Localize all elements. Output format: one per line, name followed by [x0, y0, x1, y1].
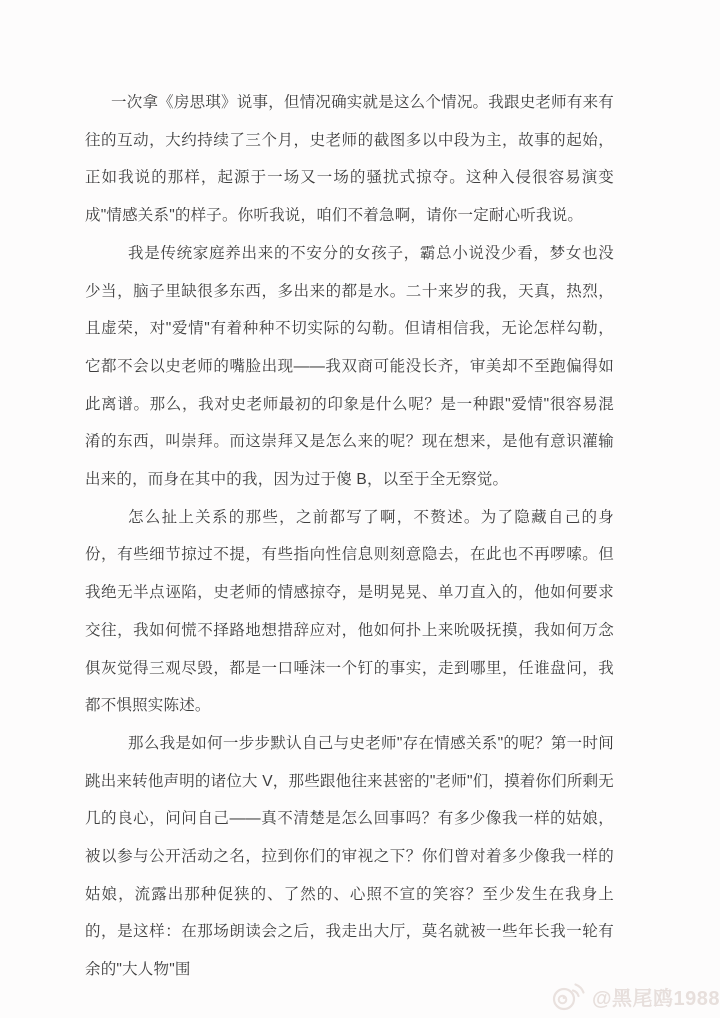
watermark	[551, 981, 720, 1011]
paragraph-1: 一次拿《房思琪》说事，但情况确实就是这么个情况。我跟史老师有来有往的互动，大约持续了三个月，史老师的截图多以中段为主，故事的起始，正如我说的那样，起源于一场又一场的骚扰式掠夺。这种入侵很容易演变成"情感关系"的样子。你听我说，咱们不着急啊，请你一定耐心听我说。	[85, 94, 614, 225]
paragraph-2: 我是传统家庭养出来的不安分的女孩子，霸总小说没少看，梦女也没少当，脑子里缺很多东西，多出来的都是水。二十来岁的我，天真，热烈，且虚荣，对"爱情"有着种种不切实际的勾勒。但请相信我，无论怎样勾勒，它都不会以史老师的嘴脸出现——我双商可能没长齐，审美却不至跑偏得如此离谱。那么，我对史老师最初的印象是什么呢？是一种跟"爱情"很容易混淆的东西，叫崇拜。而这崇拜又是怎么来的呢？现在想来，是他有意识灌输出来的，而身在其中的我，因为过于傻 B，以至于全无察觉。	[85, 244, 614, 489]
paragraph-4: 那么我是如何一步步默认自己与史老师"存在情感关系"的呢？第一时间跳出来转他声明的诸位大 V，那些跟他往来甚密的"老师"们，摸着你们所剩无几的良心，问问自己——真不清楚是怎么回事吗？有多少像我一样的姑娘，被以参与公开活动之名，拉到你们的审视之下？你们曾对着多少像我一样的姑娘，流露出那种促狭的、了然的、心照不宣的笑容？至少发生在我身上的，是这样：在那场朗读会之后，我走出大厅，莫名就被一些年长我一轮有余的"大人物"围	[85, 734, 614, 979]
paragraph-3: 怎么扯上关系的那些，之前都写了啊，不赘述。为了隐藏自己的身份，有些细节掠过不提，有些指向性信息则刻意隐去，在此也不再啰嗦。但我绝无半点诬陷，史老师的情感掠夺，是明晃晃、单刀直入的，他如何要求交往，我如何慌不择路地想措辞应对，他如何扑上来吮吸抚摸，我如何万念俱灰觉得三观尽毁，都是一口唾沫一个钉的事实，走到哪里，任谁盘问，我都不惧照实陈述。	[85, 508, 614, 715]
article-text	[85, 84, 614, 989]
watermark-handle: @黑尾鸥1988	[592, 987, 720, 1010]
weibo-logo-icon	[551, 981, 587, 1011]
